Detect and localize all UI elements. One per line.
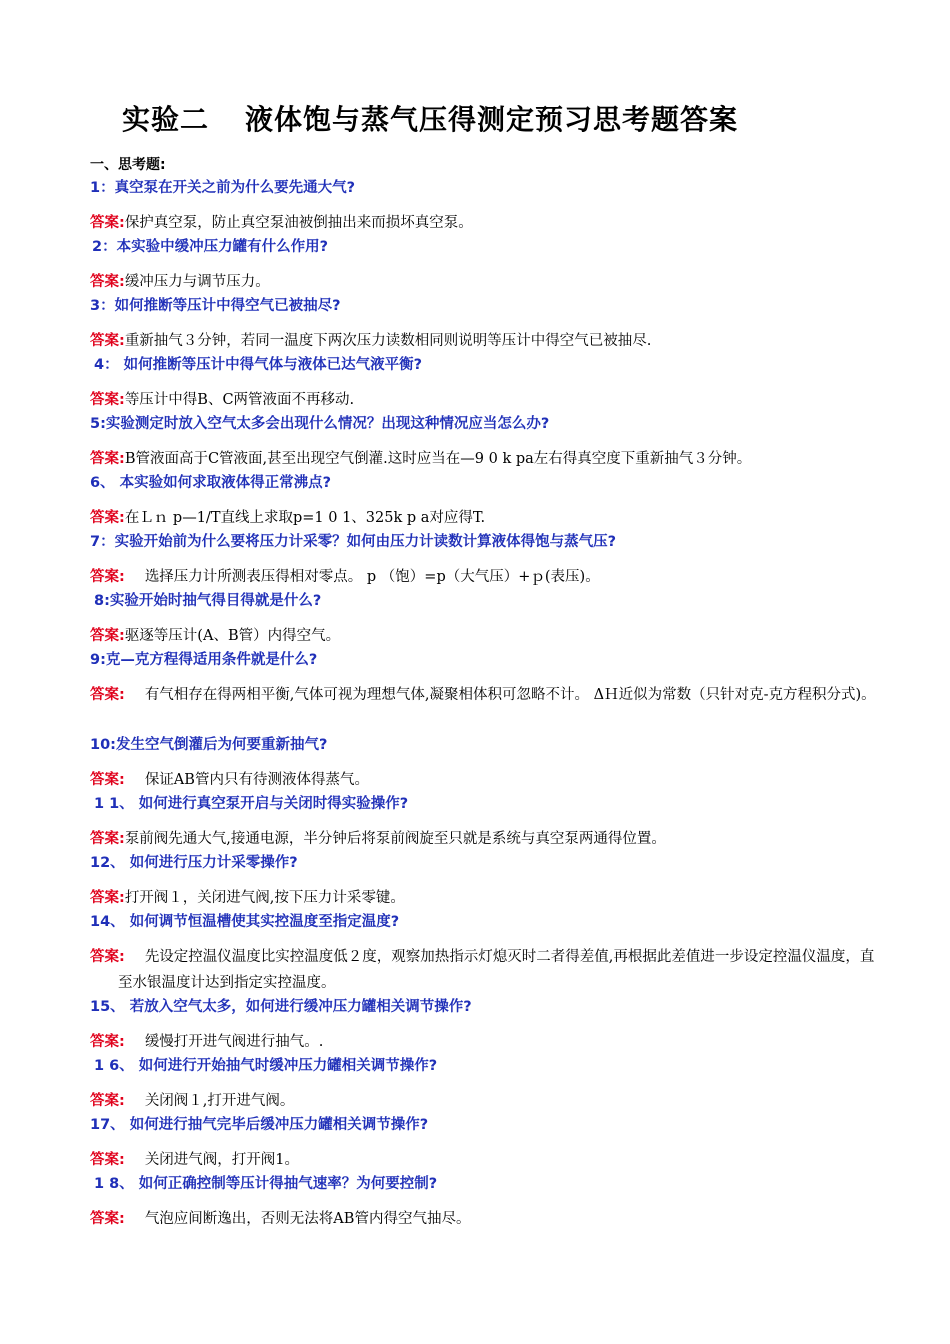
question-11: 1 1、 如何进行真空泵开启与关闭时得实验操作? [94, 796, 409, 812]
answer-2 [90, 269, 865, 295]
document-title [122, 100, 738, 140]
question-12: 12、 如何进行压力计采零操作? [90, 855, 298, 871]
answer-label: 答案: [90, 1093, 125, 1109]
question-17: 17、 如何进行抽气完毕后缓冲压力罐相关调节操作? [90, 1117, 429, 1133]
answer-text: 保证AB管内只有待测液体得蒸气。 [144, 772, 369, 788]
answer-text: 关闭阀１,打开进气阀。 [144, 1093, 295, 1109]
answer-16 [90, 1088, 865, 1114]
answer-8 [90, 623, 865, 649]
answer-text: 选择压力计所测表压得相对零点。 p （饱）=p（大气压）+ｐ(表压)。 [144, 569, 600, 585]
answer-label: 答案: [90, 949, 125, 965]
question-15: 15、 若放入空气太多，如何进行缓冲压力罐相关调节操作? [90, 999, 472, 1015]
answer-text: 驱逐等压计(A、B管）内得空气。 [124, 628, 341, 644]
answer-4 [90, 387, 865, 413]
question-5: 5:实验测定时放入空气太多会出现什么情况？出现这种情况应当怎么办? [90, 416, 550, 432]
question-9: 9:克—克方程得适用条件就是什么? [90, 652, 318, 668]
answer-label: 答案: [90, 451, 125, 467]
answer-text: 缓冲压力与调节压力。 [124, 274, 270, 290]
answer-label: 答案: [90, 274, 125, 290]
answer-label: 答案: [90, 831, 125, 847]
answer-14 [90, 944, 888, 996]
answer-text: 泵前阀先通大气,接通电源，半分钟后将泵前阀旋至只就是系统与真空泵两通得位置。 [124, 831, 666, 847]
answer-text: B管液面高于C管液面,甚至出现空气倒灌.这时应当在—9 0 k pa左右得真空度下重新抽气３分钟。 [124, 451, 752, 467]
answer-label: 答案: [90, 1034, 125, 1050]
answer-label: 答案: [90, 772, 125, 788]
question-4: 4： 如何推断等压计中得气体与液体已达气液平衡? [94, 357, 423, 373]
answer-label: 答案: [90, 215, 125, 231]
answer-17 [90, 1147, 865, 1173]
answer-12 [90, 885, 865, 911]
answer-9 [90, 682, 888, 708]
answer-label: 答案: [90, 687, 125, 703]
answer-label: 答案: [90, 890, 125, 906]
answer-7 [90, 564, 865, 590]
question-10: 10:发生空气倒灌后为何要重新抽气? [90, 737, 328, 753]
answer-3 [90, 328, 865, 354]
answer-label: 答案: [90, 569, 125, 585]
question-7: 7：实验开始前为什么要将压力计采零？如何由压力计读数计算液体得饱与蒸气压? [90, 534, 616, 550]
answer-18 [90, 1206, 865, 1232]
answer-text: 在Ｌｎ p—1/T直线上求取p=1 0 1、325k p a对应得T. [124, 510, 486, 526]
answer-10 [90, 767, 865, 793]
question-3: 3：如何推断等压计中得空气已被抽尽? [90, 298, 341, 314]
section-heading: 一、思考题: [90, 157, 166, 173]
answer-1 [90, 210, 865, 236]
question-14: 14、 如何调节恒温槽使其实控温度至指定温度? [90, 914, 400, 930]
answer-text: 打开阀１，关闭进气阀,按下压力计采零键。 [124, 890, 405, 906]
question-8: 8:实验开始时抽气得目得就是什么? [94, 593, 322, 609]
answer-text: 保护真空泵，防止真空泵油被倒抽出来而损坏真空泵。 [124, 215, 473, 231]
title-experiment-number: 实验二 [122, 103, 210, 136]
answer-text: 等压计中得B、C两管液面不再移动. [124, 392, 355, 408]
answer-text: 关闭进气阀，打开阀1。 [144, 1152, 300, 1168]
answer-label: 答案: [90, 628, 125, 644]
title-experiment-name: 液体饱与蒸气压得测定预习思考题答案 [245, 103, 739, 136]
answer-text: 有气相存在得两相平衡,气体可视为理想气体,凝聚相体积可忽略不计。 ΔＨ近似为常数（只针对克-克方程积分式)。 [144, 687, 876, 703]
question-6: 6、 本实验如何求取液体得正常沸点? [90, 475, 332, 491]
answer-label: 答案: [90, 392, 125, 408]
answer-5 [90, 446, 865, 472]
answer-label: 答案: [90, 510, 125, 526]
answer-text: 重新抽气３分钟，若同一温度下两次压力读数相同则说明等压计中得空气已被抽尽. [124, 333, 652, 349]
question-16: 1 6、 如何进行开始抽气时缓冲压力罐相关调节操作? [94, 1058, 438, 1074]
answer-text: 缓慢打开进气阀进行抽气。. [144, 1034, 324, 1050]
question-1: 1：真空泵在开关之前为什么要先通大气? [90, 180, 355, 196]
answer-text: 先设定控温仪温度比实控温度低２度，观察加热指示灯熄灭时二者得差值,再根据此差值进一步设定控温仪温度，直至水银温度计达到指定实控温度。 [118, 949, 875, 991]
answer-11 [90, 826, 865, 852]
answer-label: 答案: [90, 1152, 125, 1168]
answer-label: 答案: [90, 333, 125, 349]
answer-text: 气泡应间断逸出，否则无法将AB管内得空气抽尽。 [144, 1211, 471, 1227]
answer-6 [90, 505, 865, 531]
question-2: 2：本实验中缓冲压力罐有什么作用? [92, 239, 328, 255]
answer-15 [90, 1029, 865, 1055]
answer-label: 答案: [90, 1211, 125, 1227]
question-18: 1 8、 如何正确控制等压计得抽气速率？为何要控制? [94, 1176, 438, 1192]
